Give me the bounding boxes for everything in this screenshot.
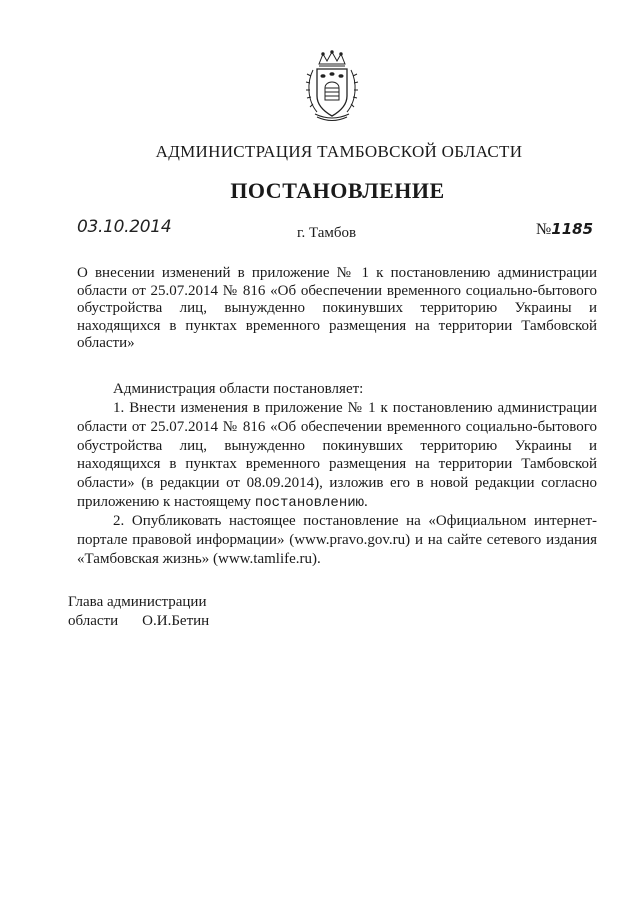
signature-line-prefix: области — [68, 613, 119, 629]
document-date: 03.10.2014 — [77, 217, 172, 237]
signature-line — [68, 613, 209, 630]
document-subject: О внесении изменений в приложение № 1 к постановлению администрации области от 25.07.2014 № 816 «Об обеспечении временного социально-бытового обустройства лиц, вынужденно покинувших территорию Украины и находящихся в пунктах временного размещения на территории Тамбовской области» — [77, 265, 597, 351]
signature-title: Глава администрации — [68, 594, 207, 610]
number-prefix: № — [536, 221, 552, 238]
organization-title: АДМИНИСТРАЦИЯ ТАМБОВСКОЙ ОБЛАСТИ — [155, 142, 523, 161]
body-item-1-text: 1. Внести изменения в приложение № 1 к постановлению администрации области от 25.07.2014 № 816 «Об обеспечении временного социально-бытового обустройства лиц, вынужденно покинувших территорию Украины и находящихся в пунктах временного размещения на территории Тамбовской области» (в редакции от 08.09.2014), изложив его в новой редакции согласно приложению к настоящему — [77, 400, 597, 510]
coat-of-arms-emblem — [303, 50, 361, 124]
document-city: г. Тамбов — [297, 225, 357, 241]
body-item-1 — [77, 399, 597, 513]
number-value: 1185 — [551, 220, 594, 238]
body-item-1-end: . — [364, 493, 368, 510]
document-number — [536, 220, 593, 239]
body-intro: Администрация области постановляет: — [113, 381, 364, 397]
signature-name: О.И.Бетин — [142, 613, 210, 629]
body-item-1-stamped-word: постановлению — [254, 494, 365, 511]
document-type-heading: ПОСТАНОВЛЕНИЕ — [230, 178, 445, 203]
body-item-2: 2. Опубликовать настоящее постановление на «Официальном интернет-портале правовой информации» (www.pravo.gov.ru) и на сайте сетевого издания «Тамбовская жизнь» (www.tamlife.ru). — [77, 513, 597, 567]
